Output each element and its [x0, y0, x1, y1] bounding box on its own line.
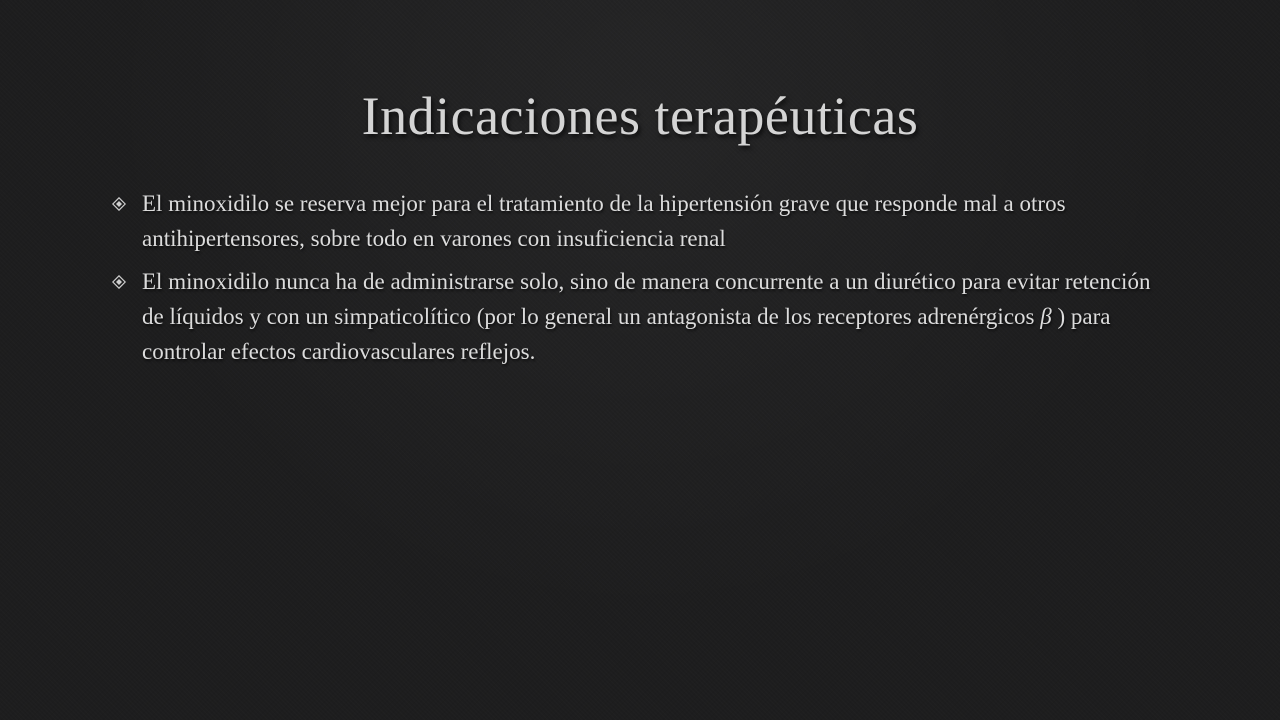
diamond-bullet-icon — [112, 275, 126, 289]
bullet-text: El minoxidilo se reserva mejor para el tratamiento de la hipertensión grave que responde mal a otros antihipertensores, sobre todo en varones con insuficiencia renal — [142, 191, 1066, 251]
beta-symbol: β — [1040, 304, 1052, 329]
bullet-item — [110, 264, 1170, 369]
bullet-item — [110, 186, 1170, 256]
bullet-text-start: El minoxidilo nunca ha de administrarse solo, sino de manera concurrente a un diurético para evitar retención de líquidos y con un simpaticolítico (por lo general un antagonista de los receptores adrenérgicos — [142, 269, 1151, 329]
slide-title: Indicaciones terapéuticas — [361, 86, 919, 146]
diamond-bullet-icon — [112, 197, 126, 211]
bullet-list — [110, 186, 1170, 377]
bullet-text-end: ) para controlar efectos cardiovasculares reflejos. — [142, 304, 1111, 364]
